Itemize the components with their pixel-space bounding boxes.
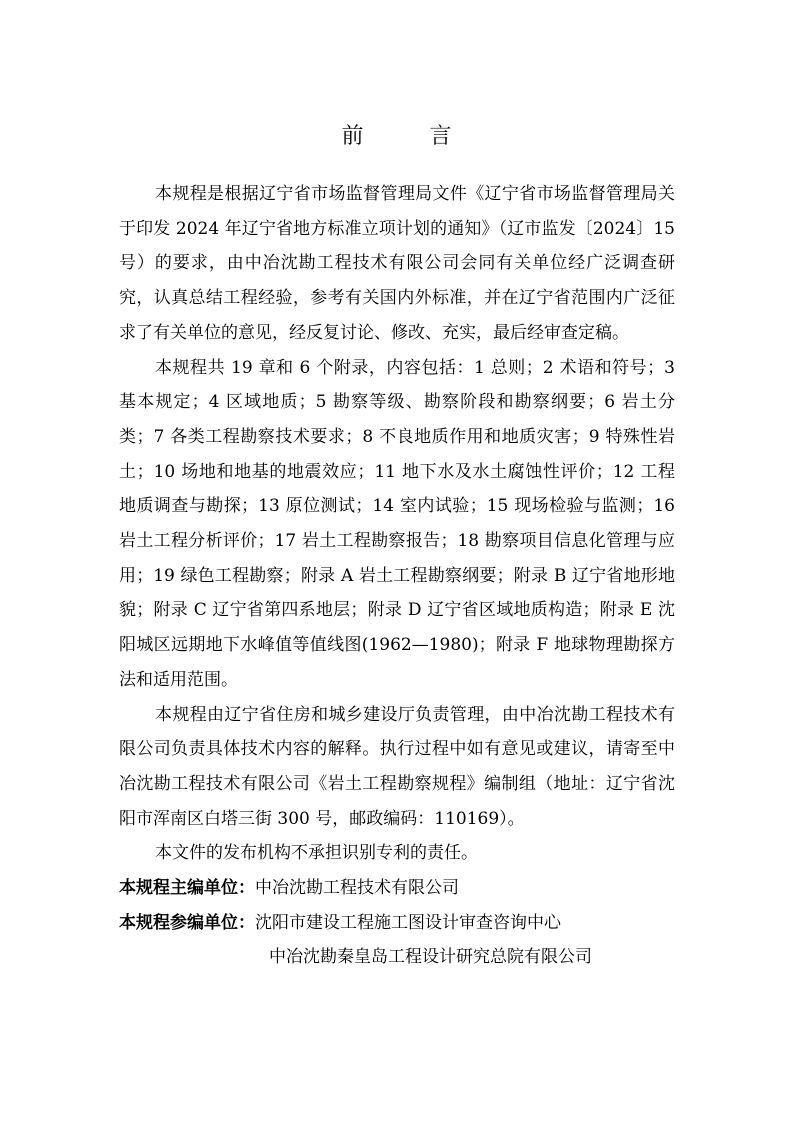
preface-paragraph: 本规程共 19 章和 6 个附录，内容包括：1 总则；2 术语和符号；3 基本规定；4 区域地质；5 勘察等级、勘察阶段和勘察纲要；6 岩土分类；7 各类工程勘察技术要求；8 不良地质作用和地质灾害；9 特殊性岩土；10 场地和地基的地震效应；11 地下水及水土腐蚀性评价；12 工程地质调查与勘探；13 原位测试；14 室内试验；15 现场检验与监测；16 岩土工程分析评价；17 岩土工程勘察报告；18 勘察项目信息化管理与应用；19 绿色工程勘察；附录 A 岩土工程勘察纲要；附录 B 辽宁省地形地貌；附录 C 辽宁省第四系地层；附录 D 辽宁省区域地质构造；附录 E 沈阳城区远期地下水峰值等值线图(1962—1980)；附录 F 地球物理勘探方法和适用范围。 bbox=[119, 357, 675, 690]
preface-paragraph: 本规程是根据辽宁省市场监督管理局文件《辽宁省市场监督管理局关于印发 2024 年辽宁省地方标准立项计划的通知》（辽市监发〔2024〕15 号）的要求，由中冶沈勘工程技术有限公司会同有关单位经广泛调查研究，认真总结工程经验，参考有关国内外标准，并在辽宁省范围内广泛征求了有关单位的意见，经反复讨论、修改、充实，最后经审查定稿。 bbox=[119, 184, 675, 343]
editorial-units bbox=[119, 871, 719, 975]
participant-unit-continued: 中冶沈勘秦皇岛工程设计研究总院有限公司 bbox=[269, 947, 592, 968]
participant-unit bbox=[119, 906, 719, 941]
label-separator: ： bbox=[238, 878, 255, 898]
participant-value: 沈阳市建设工程施工图设计审查咨询中心 bbox=[255, 912, 561, 933]
label-separator: ： bbox=[238, 912, 255, 933]
preface-body bbox=[119, 177, 675, 871]
chief-editor-label: 本规程主编单位 bbox=[119, 878, 238, 898]
preface-paragraph: 本文件的发布机构不承担识别专利的责任。 bbox=[155, 843, 478, 864]
page-title: 前 言 bbox=[341, 124, 474, 149]
chief-editor-value: 中冶沈勘工程技术有限公司 bbox=[255, 878, 459, 898]
participant-label: 本规程参编单位 bbox=[119, 912, 238, 933]
chief-editor-unit bbox=[119, 871, 719, 906]
preface-paragraph: 本规程由辽宁省住房和城乡建设厅负责管理，由中冶沈勘工程技术有限公司负责具体技术内容的解释。执行过程中如有意见或建议，请寄至中冶沈勘工程技术有限公司《岩土工程勘察规程》编制组（地址：辽宁省沈阳市浑南区白塔三街 300 号，邮政编码：110169）。 bbox=[119, 704, 675, 829]
